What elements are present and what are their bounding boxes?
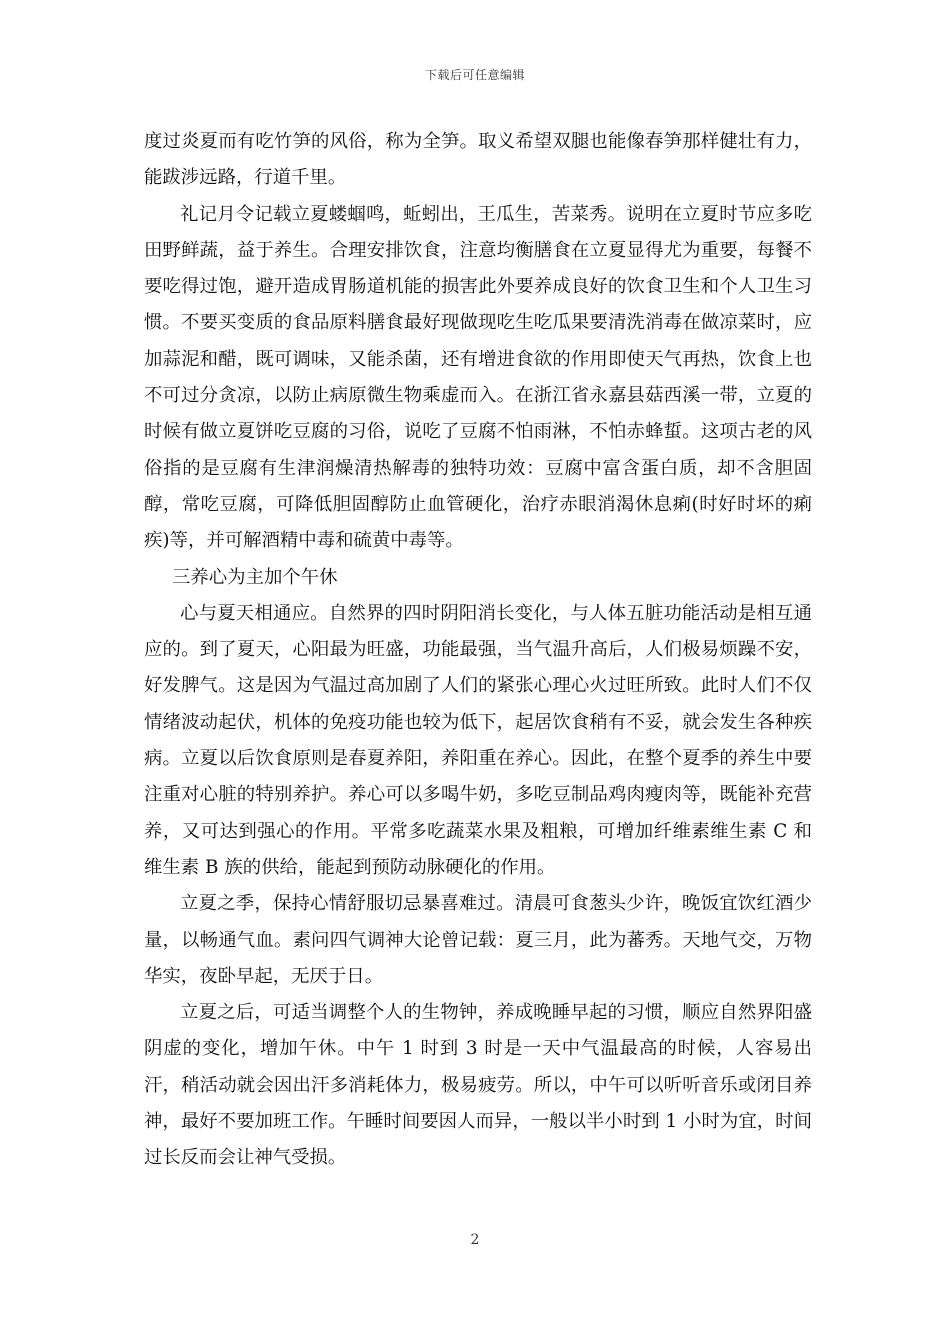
- section-heading: 三养心为主加个午休: [172, 566, 338, 588]
- page-number: 2: [470, 1232, 480, 1248]
- document-body: [144, 124, 812, 1177]
- paragraph-nap: 立夏之后，可适当调整个人的生物钟，养成晚睡早起的习惯，顺应自然界阳盛阴虚的变化，增加午休。中午 1 时到 3 时是一天中气温最高的时候，人容易出汗，稍活动就会因出汗多消耗体力，极易疲劳。所以，中午可以听听音乐或闭目养神，最好不要加班工作。午睡时间要因人而异，一般以半小时到 1 小时为宜，时间过长反而会让神气受损。: [144, 1002, 812, 1169]
- paragraph-mood: 立夏之季，保持心情舒服切忌暴喜难过。清晨可食葱头少许，晚饭宜饮红酒少量，以畅通气血。素问四气调神大论曾记载：夏三月，此为蕃秀。天地气交，万物华实，夜卧早起，无厌于日。: [144, 893, 812, 987]
- paragraph-diet: 礼记月令记载立夏蝼蝈鸣，蚯蚓出，王瓜生，苦菜秀。说明在立夏时节应多吃田野鲜蔬，益于养生。合理安排饮食，注意均衡膳食在立夏显得尤为重要，每餐不要吃得过饱，避开造成胃肠道机能的损害此外要养成良好的饮食卫生和个人卫生习惯。不要买变质的食品原料膳食最好现做现吃生吃瓜果要清洗消毒在做凉菜时，应加蒜泥和醋，既可调味，又能杀菌，还有增进食欲的作用即使天气再热，饮食上也不可过分贪凉，以防止病原微生物乘虚而入。在浙江省永嘉县菇西溪一带，立夏的时候有做立夏饼吃豆腐的习俗，说吃了豆腐不怕雨淋，不怕赤蜂蜇。这项古老的风俗指的是豆腐有生津润燥清热解毒的独特功效：豆腐中富含蛋白质，却不含胆固醇，常吃豆腐，可降低胆固醇防止血管硬化，治疗赤眼消渴休息痢(时好时坏的痢疾)等，并可解酒精中毒和硫黄中毒等。: [144, 203, 812, 552]
- paragraph-heart: 心与夏天相通应。自然界的四时阴阳消长变化，与人体五脏功能活动是相互通应的。到了夏天，心阳最为旺盛，功能最强，当气温升高后，人们极易烦躁不安，好发脾气。这是因为气温过高加剧了人们的紧张心理心火过旺所致。此时人们不仅情绪波动起伏，机体的免疫功能也较为低下，起居饮食稍有不妥，就会发生各种疾病。立夏以后饮食原则是春夏养阳，养阳重在养心。因此，在整个夏季的养生中要注重对心脏的特别养护。养心可以多喝牛奶，多吃豆制品鸡肉瘦肉等，既能补充营养，又可达到强心的作用。平常多吃蔬菜水果及粗粮，可增加纤维素维生素 C 和维生素 B 族的供给，能起到预防动脉硬化的作用。: [144, 602, 812, 878]
- page-header-note: 下载后可任意编辑: [424, 68, 525, 82]
- paragraph-bamboo-shoots: 度过炎夏而有吃竹笋的风俗，称为全笋。取义希望双腿也能像春笋那样健壮有力，能跋涉远路，行道千里。: [144, 131, 812, 189]
